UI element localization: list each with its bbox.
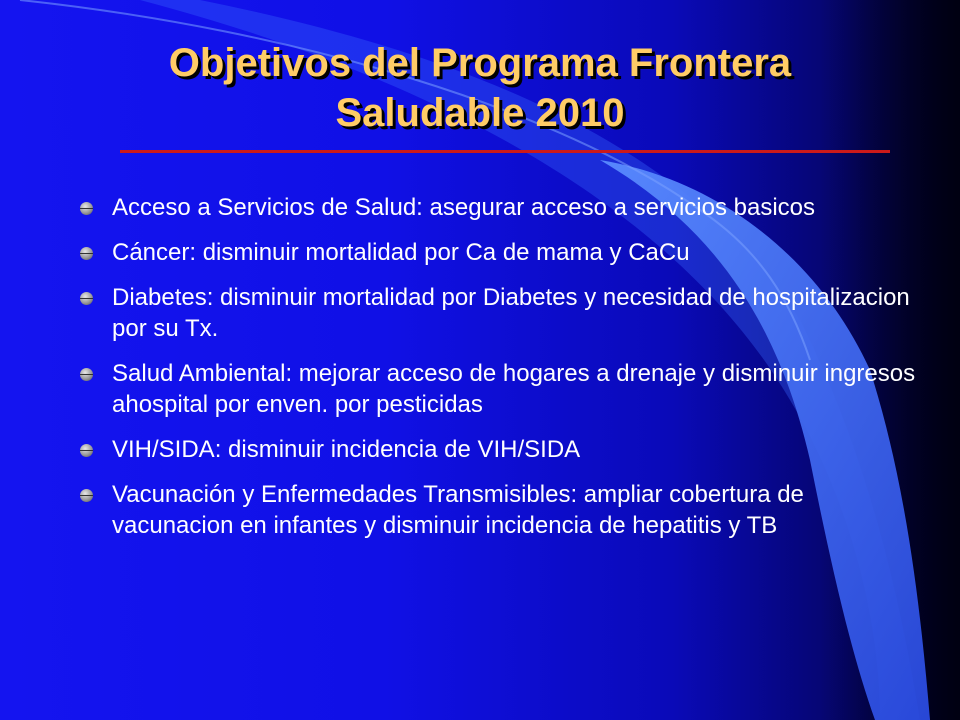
bullet-text: Acceso a Servicios de Salud: asegurar acceso a servicios basicos <box>112 194 816 221</box>
bullet-icon <box>80 292 93 305</box>
bullet-text: Vacunación y Enfermedades Transmisibles: ampliar cobertura de vacunacion en infantes y disminuir incidencia de hepatitis y TB <box>112 481 804 539</box>
bullet-item <box>80 358 930 420</box>
bullet-item <box>80 479 930 541</box>
bullet-icon <box>80 444 93 457</box>
bullet-text: VIH/SIDA: disminuir incidencia de VIH/SIDA <box>112 436 581 463</box>
bullet-item <box>80 282 930 344</box>
bullet-text: Salud Ambiental: mejorar acceso de hogares a drenaje y disminuir ingresos ahospital por enven. por pesticidas <box>112 360 916 418</box>
bullet-text: Cáncer: disminuir mortalidad por Ca de mama y CaCu <box>112 239 690 266</box>
bullet-icon <box>80 489 93 502</box>
title-underline <box>120 150 890 153</box>
bullet-text: Diabetes: disminuir mortalidad por Diabetes y necesidad de hospitalizacion por su Tx. <box>112 284 910 342</box>
bullet-icon <box>80 202 93 215</box>
bullet-item <box>80 434 930 465</box>
bullet-item <box>80 237 930 268</box>
bullet-item <box>80 192 930 223</box>
bullet-icon <box>80 247 93 260</box>
bullet-list <box>80 192 930 555</box>
bullet-icon <box>80 368 93 381</box>
slide-title: Objetivos del Programa Frontera Saludable 2010 <box>168 41 792 135</box>
